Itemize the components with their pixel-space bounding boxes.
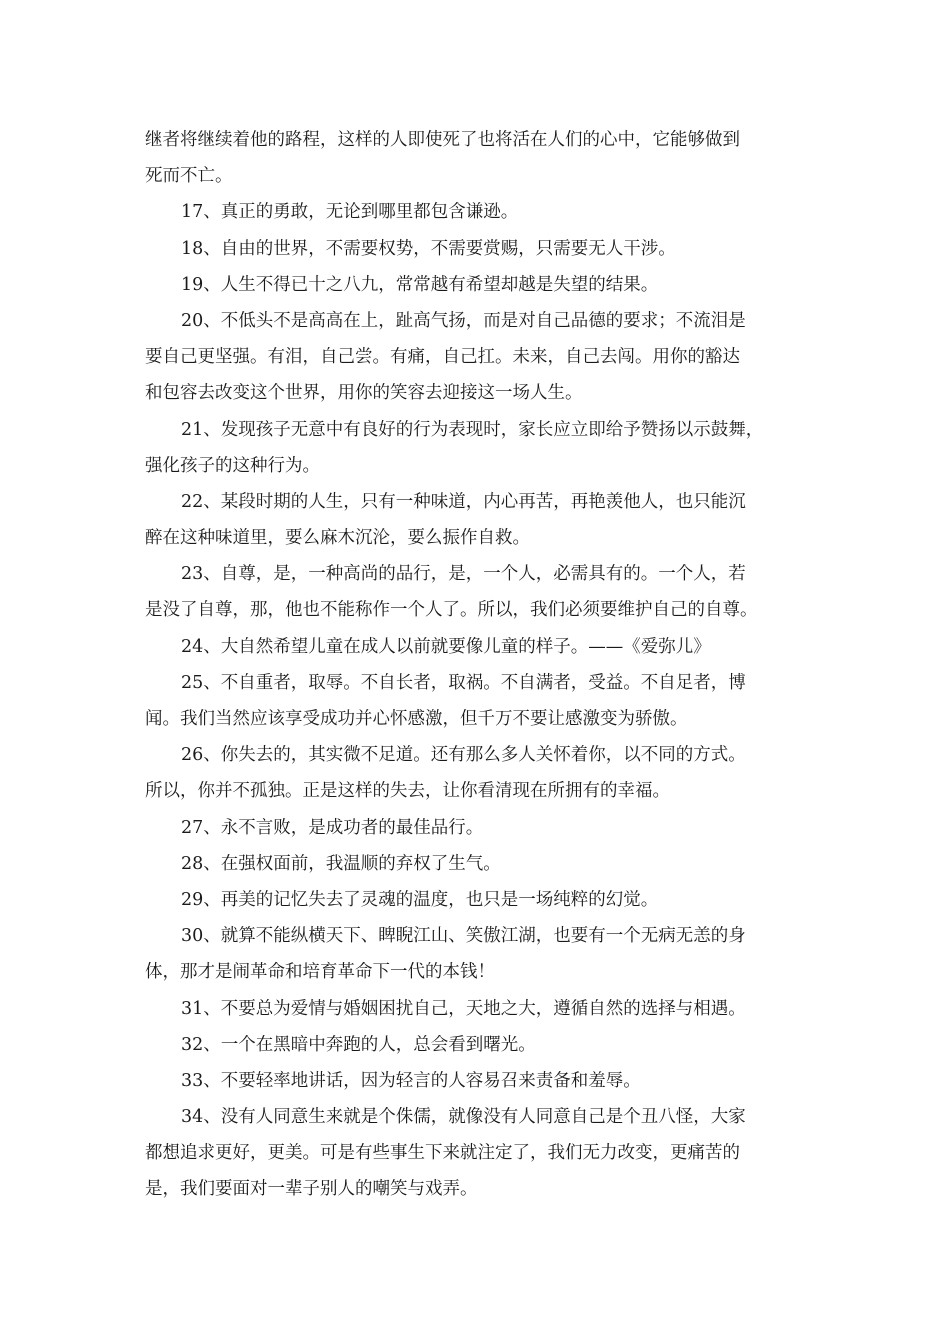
text-line: 继者将继续着他的路程，这样的人即使死了也将活在人们的心中，它能够做到 (145, 130, 740, 150)
document-body (145, 122, 805, 1208)
text-line: 27、永不言败，是成功者的最佳品行。 (181, 817, 484, 838)
text-line: 强化孩子的这种行为。 (145, 455, 320, 476)
text-line: 是，我们要面对一辈子别人的嘲笑与戏弄。 (145, 1179, 478, 1200)
text-line: 闻。我们当然应该享受成功并心怀感激，但千万不要让感激变为骄傲。 (145, 709, 688, 729)
text-line: 32、一个在黑暗中奔跑的人，总会看到曙光。 (181, 1034, 536, 1055)
text-line: 是没了自尊，那，他也不能称作一个人了。所以，我们必须要维护自己的自尊。 (145, 600, 758, 621)
text-line: 31、不要总为爱情与婚姻困扰自己，天地之大，遵循自然的选择与相遇。 (181, 998, 746, 1019)
text-line: 醉在这种味道里，要么麻木沉沦，要么振作自救。 (145, 528, 530, 549)
text-line: 体，那才是闹革命和培育革命下一代的本钱！ (145, 962, 495, 983)
text-line: 28、在强权面前，我温顺的弃权了生气。 (181, 853, 501, 874)
text-line: 和包容去改变这个世界，用你的笑容去迎接这一场人生。 (145, 383, 583, 404)
text-line: 死而不亡。 (145, 166, 233, 187)
text-line: 33、不要轻率地讲话，因为轻言的人容易召来责备和羞辱。 (181, 1070, 641, 1091)
text-line: 30、就算不能纵横天下、睥睨江山、笑傲江湖，也要有一个无病无恙的身 (181, 926, 746, 947)
text-line: 29、再美的记忆失去了灵魂的温度，也只是一场纯粹的幻觉。 (181, 889, 659, 910)
text-line: 都想追求更好，更美。可是有些事生下来就注定了，我们无力改变，更痛苦的 (145, 1143, 740, 1164)
text-line: 20、不低头不是高高在上，趾高气扬，而是对自己品德的要求；不流泪是 (181, 310, 746, 331)
text-line: 所以，你并不孤独。正是这样的失去，让你看清现在所拥有的幸福。 (145, 781, 670, 802)
text-line: 24、大自然希望儿童在成人以前就要像儿童的样子。——《爱弥儿》 (181, 636, 711, 657)
text-line: 21、发现孩子无意中有良好的行为表现时，家长应立即给予赞扬以示鼓舞， (181, 419, 764, 440)
text-line: 19、人生不得已十之八九，常常越有希望却越是失望的结果。 (181, 274, 659, 295)
text-line: 34、没有人同意生来就是个侏儒，就像没有人同意自己是个丑八怪，大家 (181, 1107, 746, 1128)
text-line: 22、某段时期的人生，只有一种味道，内心再苦，再艳羡他人，也只能沉 (181, 491, 746, 512)
text-line: 25、不自重者，取辱。不自长者，取祸。不自满者，受益。不自足者，博 (181, 672, 746, 693)
text-line: 26、你失去的，其实微不足道。还有那么多人关怀着你，以不同的方式。 (181, 745, 746, 766)
text-line: 要自己更坚强。有泪，自己尝。有痛，自己扛。未来，自己去闯。用你的豁达 (145, 347, 740, 368)
text-line: 23、自尊，是，一种高尚的品行，是，一个人，必需具有的。一个人，若 (181, 564, 746, 585)
text-line: 17、真正的勇敢，无论到哪里都包含谦逊。 (181, 202, 519, 223)
text-line: 18、自由的世界，不需要权势，不需要赏赐，只需要无人干涉。 (181, 238, 676, 259)
